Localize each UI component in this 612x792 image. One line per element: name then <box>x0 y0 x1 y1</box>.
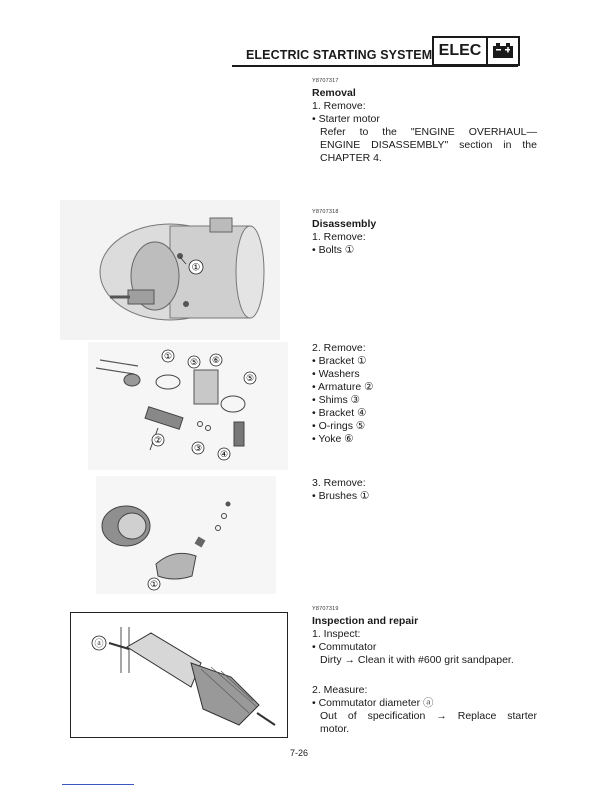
section-code-id: Y8707319 <box>312 606 339 612</box>
disassembly-section <box>312 209 537 257</box>
bullet-line: • Bolts ① <box>312 244 355 256</box>
inspection-section <box>312 606 537 667</box>
callout-label: ① <box>191 262 201 274</box>
note-line: motor. <box>320 723 350 735</box>
figure-commutator-diameter <box>70 612 288 738</box>
removal-section <box>312 78 537 165</box>
removal-heading: Removal <box>312 87 356 99</box>
step-line: 1. Remove: <box>312 100 366 112</box>
bullet-line: • Commutator diameter ⓐ <box>312 697 434 709</box>
step-line: 3. Remove: <box>312 477 366 489</box>
bullet-line: • Shims ③ <box>312 394 361 406</box>
callout-label: ⓐ <box>94 639 104 650</box>
remove-step-3 <box>312 477 537 503</box>
bullet-line: • Armature ② <box>312 381 374 393</box>
section-code-id: Y8707318 <box>312 209 339 215</box>
callout-label: ② <box>153 436 163 446</box>
callout-label: ③ <box>193 444 203 454</box>
section-tab <box>432 36 520 66</box>
bullet-line: • Bracket ④ <box>312 407 367 419</box>
callout-label: ⑤ <box>245 374 255 384</box>
note-line: CHAPTER 4. <box>320 152 382 164</box>
section-code: ELEC <box>434 38 488 64</box>
measure-step <box>312 684 537 736</box>
bullet-line: • Starter motor <box>312 113 380 125</box>
step-line: 1. Remove: <box>312 231 366 243</box>
page-section-title: ELECTRIC STARTING SYSTEM <box>246 48 433 62</box>
page-number: 7-26 <box>290 748 309 758</box>
section-code-id: Y8707317 <box>312 78 339 84</box>
armature-drawing <box>109 627 275 725</box>
callout-label: ④ <box>219 450 229 460</box>
disassembly-heading: Disassembly <box>312 218 377 230</box>
remove-step-2 <box>312 342 537 446</box>
bullet-line: • O-rings ⑤ <box>312 420 366 432</box>
step-line: 2. Measure: <box>312 684 368 696</box>
figure-exploded-view <box>88 342 288 470</box>
note-line: Refer to the "ENGINE OVERHAUL— <box>320 126 537 138</box>
callout-label: ① <box>163 352 173 362</box>
step-line: 1. Inspect: <box>312 628 361 640</box>
battery-icon <box>488 38 518 64</box>
note-line: Out of specification → Replace starter <box>320 710 537 722</box>
bullet-line: • Washers <box>312 368 360 380</box>
footer-link-underline[interactable] <box>62 784 134 785</box>
callout-label: ① <box>149 580 159 590</box>
bullet-line: • Yoke ⑥ <box>312 433 354 445</box>
figure-starter-motor <box>60 200 280 340</box>
note-line: ENGINE DISASSEMBLY" section in the <box>320 139 537 151</box>
bullet-line: • Commutator <box>312 641 377 653</box>
bullet-line: • Brushes ① <box>312 490 370 502</box>
figure-brushes <box>96 476 276 594</box>
callout-label: ⑥ <box>211 356 221 366</box>
step-line: 2. Remove: <box>312 342 366 354</box>
bullet-line: • Bracket ① <box>312 355 367 367</box>
inspection-heading: Inspection and repair <box>312 615 419 627</box>
callout-label: ⑤ <box>189 358 199 368</box>
note-line: Dirty → Clean it with #600 grit sandpaper. <box>320 654 514 666</box>
